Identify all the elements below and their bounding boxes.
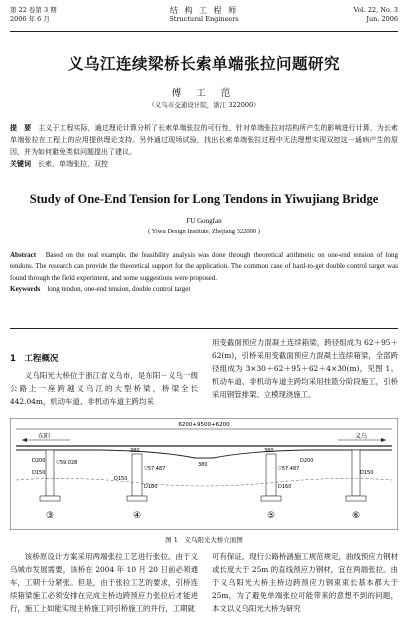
tag-2: D150: [32, 470, 46, 476]
issue-date: 2006 年 6 月: [10, 15, 50, 23]
pier-number-4: ④: [132, 511, 142, 521]
issue-date-en: Jun. 2006: [366, 15, 398, 23]
pier-5: [266, 454, 276, 496]
bottom-right-text: 可有保证。现行公路桥涵施工规范规定，曲线预应力钢材或长度大于 25m 的直线预应力钢材，宜在两端张拉。由于义乌阳光大桥主桥边跨预应力钢束束长基本都大于 25m，为了避免单端张拉可能带来的意想不到的问题，本文以义乌阳光大桥为研究: [212, 552, 398, 613]
pier-number-5: ⑤: [266, 511, 276, 521]
elevation-1: ▽59.028: [56, 460, 78, 466]
volume-issue: 第 22 卷第 3 期: [10, 6, 57, 14]
figure-frame: [10, 418, 398, 530]
abstract-rule: [10, 328, 398, 329]
mark-1: 380: [130, 448, 140, 454]
bridge-elevation-figure: [10, 418, 398, 530]
author-cn: 傅 工 范: [171, 88, 237, 99]
left-place-label: 东阳: [38, 433, 51, 440]
paper-title-cn: 义乌江连续梁桥长索单端张拉问题研究: [67, 55, 340, 73]
figure-caption: 图 1 义乌阳光大桥立面图: [165, 536, 243, 544]
right-arrow-head: [381, 438, 386, 442]
abstract-cn-text: 主义于工程实际，通过理论计算分析了长索单端张拉的可行性，针对单端张拉对结构所产生的影响进行计算，为长索单端张拉在工程上的应用提供理论支持。另外通过现场试验，找出长索单端张拉过程中无法理想实现双控这一通病产生的原因，并为如何避免类似问题提出了建议。: [10, 124, 399, 156]
abstract-en-text: Based on the real example, the feasibility analysis was done through theoretical arithmetic on one-end tension of long tendons. The research can provide the theoretical support for the application. The common case of hard-to-get double control target was found through the field experiment, and some suggestions were proposed.: [10, 251, 399, 282]
running-header: [10, 6, 398, 32]
keywords-en-label: Keywords: [10, 284, 41, 293]
tag-3: D150: [114, 476, 128, 482]
header-center: [10, 6, 398, 24]
affiliation-en: ( Yiwu Design Institute, Zhejiang 322000 ): [148, 228, 260, 235]
keywords-cn-label: 关键词: [10, 160, 31, 168]
affiliation-cn: （义乌市交通设计院，浙江 322000）: [148, 101, 260, 109]
journal-name-en: Structural Engineers: [169, 15, 239, 23]
span-dimension: 6200+9500+6200: [178, 422, 230, 428]
section-heading: 1 工程概况: [10, 354, 59, 364]
section1-text: 义乌阳光大桥位于浙江省义乌市，是东阳－义乌一级公路上一座跨越义乌江的大型桥梁，桥梁全长 442.04m，机动车道、非机动车道主跨均采: [10, 371, 198, 406]
header-right: [354, 6, 398, 24]
right-column-top-text: 用变截面预应力混凝土连续箱梁，跨径组成为 62＋95＋62(m)，引桥采用变截面预应力混凝土连续箱梁，全部跨径组成为 3×30＋62＋95＋62＋4×30(m)，见图 1。机动车道、非机动车道主跨均采用挂篮分阶段施工，引桥采用钢管排架、立模现浇施工。: [212, 338, 398, 399]
bottom-right-column: [212, 550, 398, 615]
footing-5: [261, 496, 281, 501]
keywords-cn: [10, 158, 398, 170]
pier-number-3: ③: [45, 511, 55, 521]
pier-6: [352, 450, 360, 496]
pier-4: [132, 454, 142, 496]
bottom-left-text: 该桥原设计方案采用两端张拉工艺进行张拉。由于义乌城市发展需要，该桥在 2004 年 10 月 20 日前必须通车，工期十分紧张。但是，由于张拉工艺的要求，引桥连续箱梁施工必须安排在完成主桥边跨预应力张拉后才能进行，施工上如能实现主桥施工同引桥施工的并行，工期就: [10, 552, 198, 613]
footing-3: [40, 496, 60, 501]
keywords-en: [10, 284, 398, 295]
tag-7: D150: [360, 470, 374, 476]
right-place-label: 义乌: [355, 433, 368, 440]
tag-1: D200: [32, 458, 46, 464]
footing-4: [127, 496, 147, 501]
bottom-left-column: [10, 550, 198, 615]
abstract-cn-label: 提 要: [10, 124, 32, 132]
pier-number-6: ⑥: [351, 511, 361, 521]
section1-paragraph: [10, 369, 198, 408]
tag-5: D180: [144, 484, 158, 490]
abstract-en-label: Abstract: [10, 251, 37, 259]
volume-issue-en: Vol. 22, No. 3: [353, 6, 398, 14]
abstract-cn-body: [10, 122, 398, 158]
author-en: FU Gongfan: [186, 217, 222, 225]
right-column-top: [212, 336, 398, 401]
ground-line: [16, 478, 392, 486]
footing-6: [346, 496, 366, 501]
elevation-2: ▽57.487: [144, 466, 166, 472]
abstract-en-body: [10, 250, 398, 284]
left-arrow-head: [22, 438, 27, 442]
abstract-en: [10, 250, 398, 295]
paper-title-en: Study of One-End Tension for Long Tendons in Yiwujiang Bridge: [29, 192, 379, 206]
elevation-3: ▽57.487: [278, 466, 300, 472]
abstract-cn: [10, 122, 398, 170]
journal-name-cn: 结 构 工 程 师: [169, 6, 239, 15]
keywords-en-text: long tendon, one-end tension, double control target: [47, 284, 191, 293]
pier-3: [46, 450, 54, 496]
keywords-cn-text: 长索，单端张拉，双控: [38, 160, 108, 168]
header-rule: [10, 31, 398, 32]
mark-3: 380: [264, 448, 274, 454]
tag-4: D200: [300, 458, 314, 464]
mark-2: 380: [198, 462, 208, 468]
tag-6: D160: [278, 484, 292, 490]
deck-soffit: [16, 450, 392, 458]
